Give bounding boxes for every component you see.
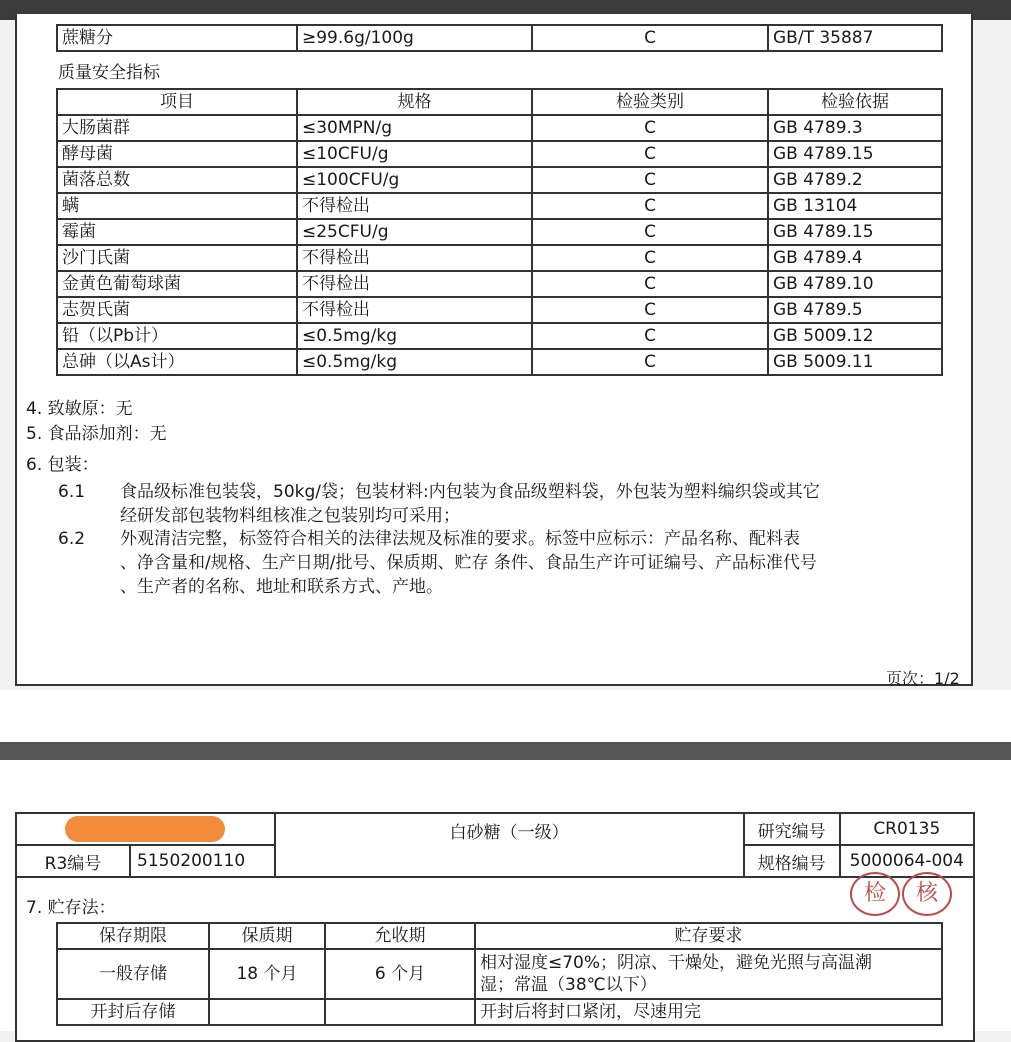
table-row: [57, 271, 942, 297]
packaging-6-2-number: 6.2: [58, 529, 86, 549]
cell-accept: 6 个月: [325, 949, 475, 999]
page-number: 页次：1/2: [886, 669, 960, 688]
packaging-heading: 6. 包装：: [26, 455, 99, 475]
redaction-mark: [65, 816, 225, 842]
cell-spec: ≤25CFU/g: [297, 219, 532, 245]
cell-basis: GB 4789.3: [768, 115, 942, 141]
table-row: [16, 813, 974, 845]
text-line: 、净含量和/规格、生产日期/批号、保质期、贮存 条件、食品生产许可证编号、产品标准代号: [120, 553, 817, 573]
quality-section-label: 质量安全指标: [58, 63, 160, 83]
cell-basis: GB 4789.15: [768, 219, 942, 245]
stamps: [850, 872, 954, 916]
inspection-stamp: 检: [850, 872, 900, 916]
cell-item: 酵母菌: [57, 141, 297, 167]
sugar-content-table: [56, 24, 943, 52]
cell-spec: 不得检出: [297, 193, 532, 219]
table-row: [57, 115, 942, 141]
cell-item: 志贺氏菌: [57, 297, 297, 323]
header-requirement: 贮存要求: [475, 923, 942, 949]
cell-item: 螨: [57, 193, 297, 219]
cell-spec: ≤0.5mg/kg: [297, 349, 532, 375]
spec-label: 规格编号: [744, 845, 840, 877]
table-row: [57, 999, 942, 1025]
cell-category: C: [532, 271, 768, 297]
text-line: 相对湿度≤70%；阴凉、干燥处，避免光照与高温潮: [480, 953, 873, 973]
storage-table: [56, 922, 943, 1026]
cell-category: C: [532, 167, 768, 193]
table-row: [57, 193, 942, 219]
cell-spec: 不得检出: [297, 245, 532, 271]
text-line: 、生产者的名称、地址和联系方式、产地。: [120, 577, 443, 597]
cell-basis: GB 5009.11: [768, 349, 942, 375]
cell-category: C: [532, 323, 768, 349]
header-category: 检验类别: [532, 89, 768, 115]
cell-basis: GB 4789.5: [768, 297, 942, 323]
header-item: 项目: [57, 89, 297, 115]
cell-item: 菌落总数: [57, 167, 297, 193]
cell-basis: GB 5009.12: [768, 323, 942, 349]
cell-item: 沙门氏菌: [57, 245, 297, 271]
cell-category: C: [532, 245, 768, 271]
table-row: [57, 349, 942, 375]
cell-period: 开封后存储: [57, 999, 209, 1025]
table-row: [57, 167, 942, 193]
cell-spec: ≤0.5mg/kg: [297, 323, 532, 349]
table-row: [57, 25, 942, 51]
cell-item: 大肠菌群: [57, 115, 297, 141]
page-gap: [0, 690, 1011, 742]
table-row: [57, 219, 942, 245]
cell-spec: 不得检出: [297, 297, 532, 323]
table-header-row: [57, 89, 942, 115]
cell-item: 蔗糖分: [57, 25, 297, 51]
cell-requirement: [475, 949, 942, 999]
cell-spec: 不得检出: [297, 271, 532, 297]
packaging-6-1-number: 6.1: [58, 482, 86, 502]
storage-heading: 7. 贮存法：: [26, 898, 116, 918]
cell-category: C: [532, 141, 768, 167]
cell-basis: GB 13104: [768, 193, 942, 219]
table-row: [57, 245, 942, 271]
header-shelf: 保质期: [209, 923, 325, 949]
page-separator: [0, 742, 1011, 760]
header-basis: 检验依据: [768, 89, 942, 115]
cell-spec: ≤10CFU/g: [297, 141, 532, 167]
cell-basis: GB 4789.10: [768, 271, 942, 297]
table-row: [57, 949, 942, 999]
text-line: 湿；常温（38℃以下）: [480, 975, 657, 995]
additive-item: 5. 食品添加剂：无: [26, 424, 167, 444]
r3-label: R3编号: [16, 845, 130, 877]
cell-shelf: [209, 999, 325, 1025]
table-header-row: [57, 923, 942, 949]
cell-item: 金黄色葡萄球菌: [57, 271, 297, 297]
cell-shelf: 18 个月: [209, 949, 325, 999]
allergen-item: 4. 致敏原：无: [26, 399, 133, 419]
cell-category: C: [532, 25, 768, 51]
table-row: [57, 141, 942, 167]
cell-item: 铅（以Pb计）: [57, 323, 297, 349]
packaging-6-1-text: [120, 480, 950, 528]
cell-spec: ≤100CFU/g: [297, 167, 532, 193]
cell-period: 一般存储: [57, 949, 209, 999]
cell-basis: GB 4789.4: [768, 245, 942, 271]
approval-stamp: 核: [902, 872, 952, 916]
text-line: 外观清洁完整，标签符合相关的法律法规及标准的要求。标签中应标示：产品名称、配料表: [120, 529, 800, 549]
header-period: 保存期限: [57, 923, 209, 949]
product-name: 白砂糖（一级）: [275, 813, 744, 877]
cell-category: C: [532, 115, 768, 141]
cell-spec: ≤30MPN/g: [297, 115, 532, 141]
header-spec: 规格: [297, 89, 532, 115]
page-2-header-table: [15, 812, 975, 878]
cell-item: 霉菌: [57, 219, 297, 245]
cell-category: C: [532, 219, 768, 245]
cell-basis: GB/T 35887: [768, 25, 942, 51]
header-accept: 允收期: [325, 923, 475, 949]
packaging-6-2-text: [120, 527, 950, 599]
cell-category: C: [532, 193, 768, 219]
quality-table: [56, 88, 943, 376]
cell-requirement: 开封后将封口紧闭，尽速用完: [475, 999, 942, 1025]
text-line: 食品级标准包装袋，50kg/袋；包装材料:内包装为食品级塑料袋，外包装为塑料编织袋或其它: [120, 482, 820, 502]
research-value: CR0135: [840, 813, 974, 845]
cell-spec: ≥99.6g/100g: [297, 25, 532, 51]
table-row: [57, 297, 942, 323]
cell-basis: GB 4789.15: [768, 141, 942, 167]
text-line: 经研发部包装物料组核准之包装别均可采用；: [120, 506, 460, 526]
cell-item: 总砷（以As计）: [57, 349, 297, 375]
cell-basis: GB 4789.2: [768, 167, 942, 193]
spec-value: 5000064-004: [840, 845, 974, 877]
cell-category: C: [532, 349, 768, 375]
table-row: [57, 323, 942, 349]
cell-category: C: [532, 297, 768, 323]
r3-value: 5150200110: [130, 845, 275, 877]
cell-accept: [325, 999, 475, 1025]
research-label: 研究编号: [744, 813, 840, 845]
redacted-cell: [16, 813, 275, 845]
